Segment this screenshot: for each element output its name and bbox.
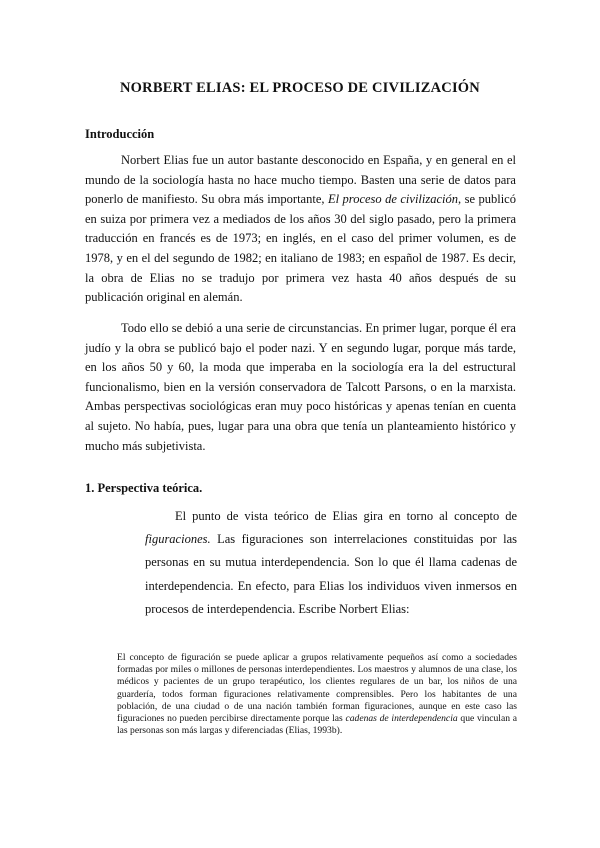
quote-italic-term: cadenas de interdependencia xyxy=(345,713,458,725)
quote-text-b: que vinculan a las personas son más largas y diferenciadas (Elias, 1993b). xyxy=(117,713,517,737)
intro-p1-text-b: , se publicó en suiza por primera vez a mediados de los años 30 del siglo pasado, pero la primera traducción en francés es de 1973; en inglés, en el caso del primer volumen, es de 1978, y en el del segundo de 1982; en italiano de 1983; en español de 1987. Es decir, la obra de Elias no se tradujo por primera vez hasta 40 años después de su publicación original en alemán. xyxy=(85,192,516,305)
quote-text-a: El concepto de figuración se puede aplicar a grupos relativamente pequeños así como a sociedades formadas por miles o millones de personas interdependientes. Los maestros y alumnos de una clase, los médicos y pacientes de un grupo terapéutico, los clientes regulares de un bar, los niños de una guardería, todos forman figuraciones relativamente comprensibles. Pero los habitantes de una población, de una ciudad o de una nación también forman figuraciones, aunque en este caso las figuraciones no pueden percibirse directamente porque las xyxy=(117,652,517,725)
section1-p1-text-a: El punto de vista teórico de Elias gira en torno al concepto de xyxy=(175,509,517,523)
section1-p1-term: figuraciones. xyxy=(145,532,211,547)
section1-paragraph-1 xyxy=(145,505,517,621)
intro-paragraph-2: Todo ello se debió a una serie de circunstancias. En primer lugar, porque él era judío y la obra se publicó bajo el poder nazi. Y en segundo lugar, porque más tarde, en los años 50 y 60, la moda que imperaba en la sociología era la del estructural funcionalismo, bien en la versión conservadora de Talcott Parsons, o en la marxista. Ambas perspectivas sociológicas eran muy poco históricas y apenas tenían en cuenta al sujeto. No había, pues, lugar para una obra que tenía un planteamiento histórico y mucho más subjetivista. xyxy=(85,321,516,453)
block-quote xyxy=(117,652,517,737)
intro-paragraph-1 xyxy=(85,151,516,308)
section1-p1-text-b: Las figuraciones son interrelaciones constituidas por las personas en su mutua interdependencia. Son lo que él llama cadenas de interdependencia. En efecto, para Elias los individuos viven inmersos en procesos de interdependencia. Escribe Norbert Elias: xyxy=(145,532,517,616)
intro-p1-text-a: Norbert Elias fue un autor bastante desconocido en España, y en general en el mundo de la sociología hasta no hace mucho tiempo. Basten una serie de datos para ponerlo de manifiesto. Su obra más importante, xyxy=(85,153,516,207)
document-title: NORBERT ELIAS: EL PROCESO DE CIVILIZACIÓN xyxy=(120,80,480,96)
heading-introduccion: Introducción xyxy=(85,127,155,141)
intro-p1-book-title: El proceso de civilización xyxy=(327,192,459,207)
heading-perspectiva-teorica: 1. Perspectiva teórica. xyxy=(85,481,203,495)
